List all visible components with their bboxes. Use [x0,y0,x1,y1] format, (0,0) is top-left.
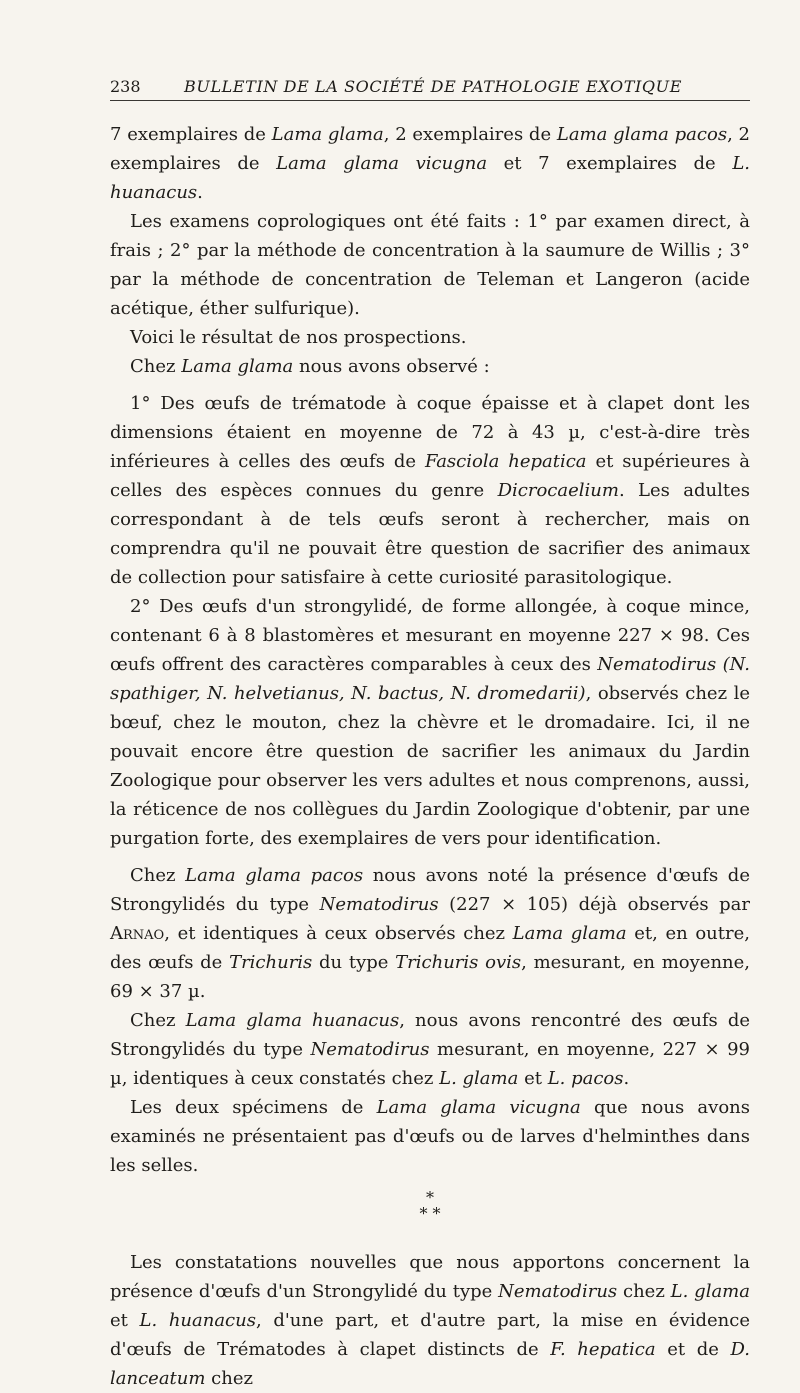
text-run: chez [205,1368,253,1389]
paragraph-1 [110,120,750,207]
text-run: du type [312,952,396,973]
paragraph-2: Les examens coprologiques ont été faits : 1° par examen direct, à frais ; 2° par la méthode de concentration à la saumure de Willis ; 3° par la méthode de concentration de Teleman et Langeron (acide acétique, éther sulfurique). [110,211,750,319]
text-run: , observés chez le bœuf, chez le mouton, chez la chèvre et le dromadaire. Ici, il ne pouvait encore être question de sacrifier les animaux du Jardin Zoologique pour observer les vers adultes et nous comprenons, aussi, la réticence de nos collègues du Jardin Zoologique d'obtenir, par une purgation forte, des exemplaires de vers pour identification. [110,683,750,849]
genus-name: Nematodirus [310,1039,430,1060]
text-run: Chez [130,356,182,377]
text-run: , 2 exemplaires de [110,124,750,174]
paragraph-7 [110,861,750,1006]
text-run: . [197,182,203,203]
species-name: Lama glama [512,923,627,944]
species-name: Lama glama vicugna [276,153,488,174]
article-body [110,120,750,1393]
text-run: (227 × 105) déjà observés par [438,894,750,915]
running-header [110,74,750,101]
paragraph-8 [110,1006,750,1093]
text-run: mesurant, en moyenne, 227 × 99 µ, identiques à ceux constatés chez [110,1039,751,1089]
separator-star-top: * [426,1188,434,1207]
text-run: et de [655,1339,731,1360]
text-run: nous avons observé : [293,356,490,377]
species-name: L. huanacus [139,1310,256,1331]
text-run: 7 exemplaires de [110,124,272,145]
text-run: 1° Des œufs de trématode à coque épaisse et à clapet dont les dimensions étaient en moyenne de 72 à 43 µ, c'est-à-dire très inférieures à celles des œufs de [110,393,750,472]
species-name: Fasciola hepatica [424,451,587,472]
genus-name: Trichuris [229,952,313,973]
separator-star-bottom: * * [419,1204,441,1223]
text-run: 2° Des œufs d'un strongylidé, de forme allongée, à coque mince, contenant 6 à 8 blastomères et mesurant en moyenne 227 × 98. Ces œufs offrent des caractères comparables à ceux des [110,596,750,675]
text-run: , et identiques à ceux observés chez [164,923,513,944]
paragraph-3: Voici le résultat de nos prospections. [130,327,467,348]
text-run: et, en outre, des œufs de [110,923,750,973]
author-name: Arnao [110,923,165,944]
species-name: Lama glama pacos [556,124,728,145]
text-run: , nous avons rencontré des œufs de Strongylidés du type [110,1010,751,1060]
text-run: . [623,1068,630,1089]
species-name: Lama glama [271,124,384,145]
paragraph-6 [110,592,750,853]
species-name: Lama glama pacos [185,865,364,886]
page-number: 238 [110,77,141,96]
text-run: chez [617,1281,671,1302]
species-name: L. glama [670,1281,750,1302]
section-separator [110,1190,750,1222]
text-run: et [518,1068,548,1089]
paragraph-5 [110,389,750,592]
species-name: Nematodirus (N. spathiger, N. helvetianus, N. bactus, N. dromedarii) [110,654,750,704]
journal-title: BULLETIN DE LA SOCIÉTÉ DE PATHOLOGIE EXOTIQUE [184,77,682,96]
paragraph-9 [110,1093,750,1180]
genus-name: Nematodirus [498,1281,618,1302]
genus-name: Dicrocaelium [497,480,619,501]
text-run: et [110,1310,140,1331]
text-run: . Les adultes correspondant à de tels œufs seront à rechercher, mais on comprendra qu'il ne pouvait être question de sacrifier des animaux de collection pour satisfaire à cette curiosité parasitologique. [110,480,751,588]
text-run: Les deux spécimens de [130,1097,377,1118]
text-run: et 7 exemplaires de [487,153,733,174]
species-name: Trichuris ovis [395,952,522,973]
species-name: Lama glama [181,356,294,377]
paragraph-10 [110,1248,750,1393]
species-name: L. huanacus [110,153,750,203]
species-name: F. hepatica [550,1339,656,1360]
species-name: L. pacos [547,1068,624,1089]
species-name: L. glama [439,1068,519,1089]
text-run: Chez [130,865,186,886]
text-run: Chez [130,1010,186,1031]
text-run: Les constatations nouvelles que nous apportons concernent la présence d'œufs d'un Strongylidé du type [110,1252,750,1302]
species-name: D. lanceatum [110,1339,750,1389]
text-run: , 2 exemplaires de [383,124,557,145]
text-run: , d'une part, et d'autre part, la mise en évidence d'œufs de Trématodes à clapet distincts de [110,1310,750,1360]
genus-name: Nematodirus [319,894,439,915]
text-run: et supérieures à celles des espèces connues du genre [110,451,750,501]
paragraph-4 [110,352,750,381]
species-name: Lama glama huanacus [185,1010,400,1031]
text-run: nous avons noté la présence d'œufs de Strongylidés du type [110,865,750,915]
text-run: que nous avons examinés ne présentaient pas d'œufs ou de larves d'helminthes dans les selles. [110,1097,750,1176]
species-name: Lama glama vicugna [376,1097,581,1118]
text-run: , mesurant, en moyenne, 69 × 37 µ. [110,952,751,1002]
